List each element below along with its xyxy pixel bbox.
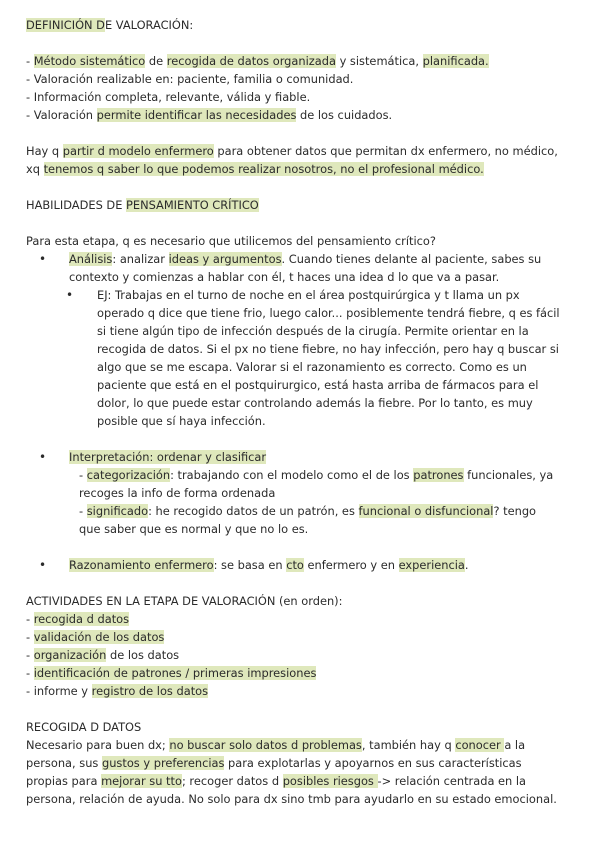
example-line bbox=[26, 286, 574, 304]
highlight: ideas y argumentos bbox=[168, 252, 282, 266]
definition-line-2: - Valoración realizable en: paciente, familia o comunidad. bbox=[26, 72, 354, 86]
bullet-icon: • bbox=[39, 558, 47, 572]
highlight: conocer bbox=[455, 738, 505, 752]
definition-line-4 bbox=[26, 106, 574, 124]
sub-line bbox=[26, 502, 574, 520]
highlight: DEFINICIÓN D bbox=[26, 18, 105, 32]
highlight: significado bbox=[86, 504, 149, 518]
intro-line: Para esta etapa, q es necesario que utilicemos del pensamiento crítico? bbox=[26, 234, 436, 248]
text: propias para bbox=[26, 774, 102, 788]
document-page bbox=[26, 16, 574, 808]
highlight: funcional o disfuncional bbox=[358, 504, 494, 518]
data-collection-heading: RECOGIDA D DATOS bbox=[26, 720, 142, 734]
highlight: Razonamiento enfermero bbox=[69, 558, 214, 572]
text: , también hay q bbox=[361, 738, 456, 752]
text: enfermero y en bbox=[303, 558, 399, 572]
highlight: identificación de patrones / primeras impresiones bbox=[33, 666, 317, 680]
text: ? tengo bbox=[493, 504, 537, 518]
text: - bbox=[79, 504, 87, 518]
text: de los cuidados. bbox=[296, 108, 393, 122]
text: xq bbox=[26, 162, 44, 176]
highlight: Análisis bbox=[69, 252, 113, 266]
text: - bbox=[26, 666, 34, 680]
highlight: categorización bbox=[86, 468, 171, 482]
heading-text: E VALORACIÓN: bbox=[104, 18, 194, 32]
highlight: registro de los datos bbox=[91, 684, 209, 698]
activity-item bbox=[26, 610, 574, 628]
text: ; recoger datos d bbox=[181, 774, 283, 788]
paragraph-line bbox=[26, 142, 574, 160]
text: : he recogido datos de un patrón, es bbox=[148, 504, 359, 518]
highlight: planificada. bbox=[422, 54, 489, 68]
paragraph-line bbox=[26, 754, 574, 772]
bullet-continuation: contexto y comienzas a hablar con él, t haces una idea d lo que va a pasar. bbox=[69, 270, 500, 284]
example-line: posible que sí haya infección. bbox=[97, 414, 266, 428]
bullet-razonamiento bbox=[26, 556, 574, 574]
activities-heading: ACTIVIDADES EN LA ETAPA DE VALORACIÓN (en orden): bbox=[26, 594, 343, 608]
text: : se basa en bbox=[213, 558, 287, 572]
example-line: dolor, lo que puede estar controlando además la fiebre. Por lo tanto, es muy bbox=[97, 396, 533, 410]
highlight: patrones bbox=[413, 468, 464, 482]
highlight: recogida de datos organizada bbox=[166, 54, 336, 68]
text: HABILIDADES DE bbox=[26, 198, 127, 212]
example-line: recogida de datos. Si el px no tiene fiebre, no hay infección, pero hay q buscar si bbox=[97, 342, 559, 356]
definition-heading bbox=[26, 16, 574, 34]
activity-item bbox=[26, 664, 574, 682]
highlight: Método sistemático bbox=[33, 54, 146, 68]
bullet-icon: • bbox=[39, 252, 47, 266]
example-line: operado q dice que tiene frio, luego calor... posiblemente tendrá fiebre, q es fácil bbox=[97, 306, 560, 320]
activity-item bbox=[26, 628, 574, 646]
paragraph-line bbox=[26, 736, 574, 754]
highlight: partir d modelo enfermero bbox=[62, 144, 214, 158]
text: de los datos bbox=[106, 648, 180, 662]
text: - bbox=[26, 54, 34, 68]
text: funcionales, ya bbox=[463, 468, 554, 482]
text: a la bbox=[504, 738, 526, 752]
activity-item bbox=[26, 682, 574, 700]
text: persona, sus bbox=[26, 756, 102, 770]
text: : analizar bbox=[112, 252, 169, 266]
highlight: PENSAMIENTO CRÍTICO bbox=[126, 198, 259, 212]
highlight: mejorar su tto bbox=[101, 774, 182, 788]
highlight: Interpretación: ordenar y clasificar bbox=[69, 450, 267, 464]
paragraph-line bbox=[26, 160, 574, 178]
bullet-interpretacion bbox=[26, 448, 574, 466]
sub-line bbox=[26, 466, 574, 484]
example-line: paciente que está en el postquirurgico, está hasta arriba de fármacos para el bbox=[97, 378, 539, 392]
definition-line-3: - Información completa, relevante, válida y fiable. bbox=[26, 90, 311, 104]
bullet-icon: • bbox=[66, 288, 74, 302]
highlight: recogida d datos bbox=[33, 612, 130, 626]
example-line: si tiene algún tipo de infección después de la cirugía. Permite orientar en la bbox=[97, 324, 529, 338]
example-line: algo que se me escapa. Valorar si el razonamiento es correcto. Como es un bbox=[97, 360, 527, 374]
text: . Cuando tienes delante al paciente, sabes su bbox=[281, 252, 542, 266]
text: para explotarlas y apoyarnos en sus características bbox=[224, 756, 522, 770]
highlight: experiencia bbox=[398, 558, 465, 572]
paragraph-line bbox=[26, 772, 574, 790]
bullet-analisis bbox=[26, 250, 574, 268]
text: y sistemática, bbox=[335, 54, 423, 68]
definition-line-1 bbox=[26, 52, 574, 70]
critical-thinking-heading bbox=[26, 196, 574, 214]
paragraph-line: persona, relación de ayuda. No solo para dx sino tmb para ayudarlo en su estado emocional. bbox=[26, 792, 557, 806]
text: Hay q bbox=[26, 144, 63, 158]
text: : trabajando con el modelo como el de los bbox=[170, 468, 414, 482]
text: Necesario para buen dx; bbox=[26, 738, 170, 752]
text: - bbox=[79, 468, 87, 482]
highlight: gustos y preferencias bbox=[101, 756, 225, 770]
highlight: cto bbox=[286, 558, 304, 572]
text: - bbox=[26, 648, 34, 662]
bullet-icon: • bbox=[39, 450, 47, 464]
highlight: tenemos q saber lo que podemos realizar nosotros, no el profesional médico. bbox=[43, 162, 484, 176]
highlight: validación de los datos bbox=[33, 630, 165, 644]
highlight: posibles riesgos bbox=[282, 774, 378, 788]
sub-line: que saber que es normal y que no lo es. bbox=[79, 522, 309, 536]
text: de bbox=[145, 54, 167, 68]
text: - informe y bbox=[26, 684, 92, 698]
text: - bbox=[26, 612, 34, 626]
highlight: no buscar solo datos d problemas bbox=[169, 738, 362, 752]
text: - bbox=[26, 630, 34, 644]
text: EJ: Trabajas en el turno de noche en el área postquirúrgica y t llama un px bbox=[97, 288, 520, 302]
highlight: permite identificar las necesidades bbox=[96, 108, 297, 122]
text: -> relación centrada en la bbox=[377, 774, 527, 788]
text: - Valoración bbox=[26, 108, 97, 122]
sub-line: recoges la info de forma ordenada bbox=[79, 486, 276, 500]
text: para obtener datos que permitan dx enfermero, no médico, bbox=[213, 144, 558, 158]
text: . bbox=[464, 558, 469, 572]
highlight: organización bbox=[33, 648, 107, 662]
activity-item bbox=[26, 646, 574, 664]
